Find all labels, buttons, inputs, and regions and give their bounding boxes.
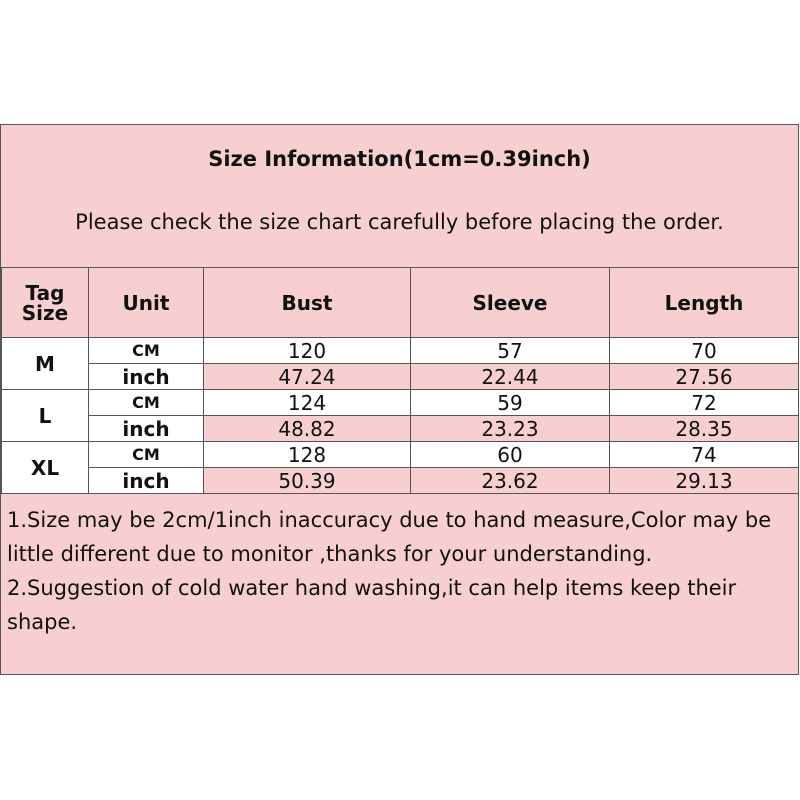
header-unit: Unit (89, 268, 204, 338)
bust-value: 120 (204, 338, 411, 364)
sleeve-value: 23.23 (411, 416, 610, 442)
table-row (2, 468, 799, 494)
unit-cell: CM (89, 338, 204, 364)
table-row (2, 338, 799, 364)
bust-value: 48.82 (204, 416, 411, 442)
header-sleeve: Sleeve (411, 268, 610, 338)
size-chart (0, 124, 799, 675)
sleeve-value: 23.62 (411, 468, 610, 494)
table-row (2, 442, 799, 468)
table-row (2, 416, 799, 442)
note-item: 1.Size may be 2cm/1inch inaccuracy due to hand measure,Color may be little different due to monitor ,thanks for your understanding. (7, 508, 772, 566)
size-chart-header (1, 125, 798, 267)
header-tag-size: Tag Size (2, 268, 89, 338)
bust-value: 47.24 (204, 364, 411, 390)
length-value: 72 (610, 390, 799, 416)
length-value: 74 (610, 442, 799, 468)
sleeve-value: 57 (411, 338, 610, 364)
notes-section (7, 503, 792, 639)
unit-cell: CM (89, 390, 204, 416)
unit-cell: inch (89, 364, 204, 390)
size-table (1, 267, 799, 494)
header-length: Length (610, 268, 799, 338)
chart-subtitle: Please check the size chart carefully before placing the order. (75, 210, 724, 234)
size-label: M (2, 338, 89, 390)
size-label: XL (2, 442, 89, 494)
chart-title: Size Information(1cm=0.39inch) (208, 147, 591, 171)
table-header-row (2, 268, 799, 338)
bust-value: 128 (204, 442, 411, 468)
length-value: 29.13 (610, 468, 799, 494)
sleeve-value: 22.44 (411, 364, 610, 390)
length-value: 27.56 (610, 364, 799, 390)
table-row (2, 364, 799, 390)
length-value: 70 (610, 338, 799, 364)
header-bust: Bust (204, 268, 411, 338)
unit-cell: inch (89, 468, 204, 494)
bust-value: 50.39 (204, 468, 411, 494)
note-item: 2.Suggestion of cold water hand washing,it can help items keep their shape. (7, 576, 737, 634)
sleeve-value: 59 (411, 390, 610, 416)
sleeve-value: 60 (411, 442, 610, 468)
length-value: 28.35 (610, 416, 799, 442)
size-label: L (2, 390, 89, 442)
table-row (2, 390, 799, 416)
unit-cell: inch (89, 416, 204, 442)
bust-value: 124 (204, 390, 411, 416)
unit-cell: CM (89, 442, 204, 468)
